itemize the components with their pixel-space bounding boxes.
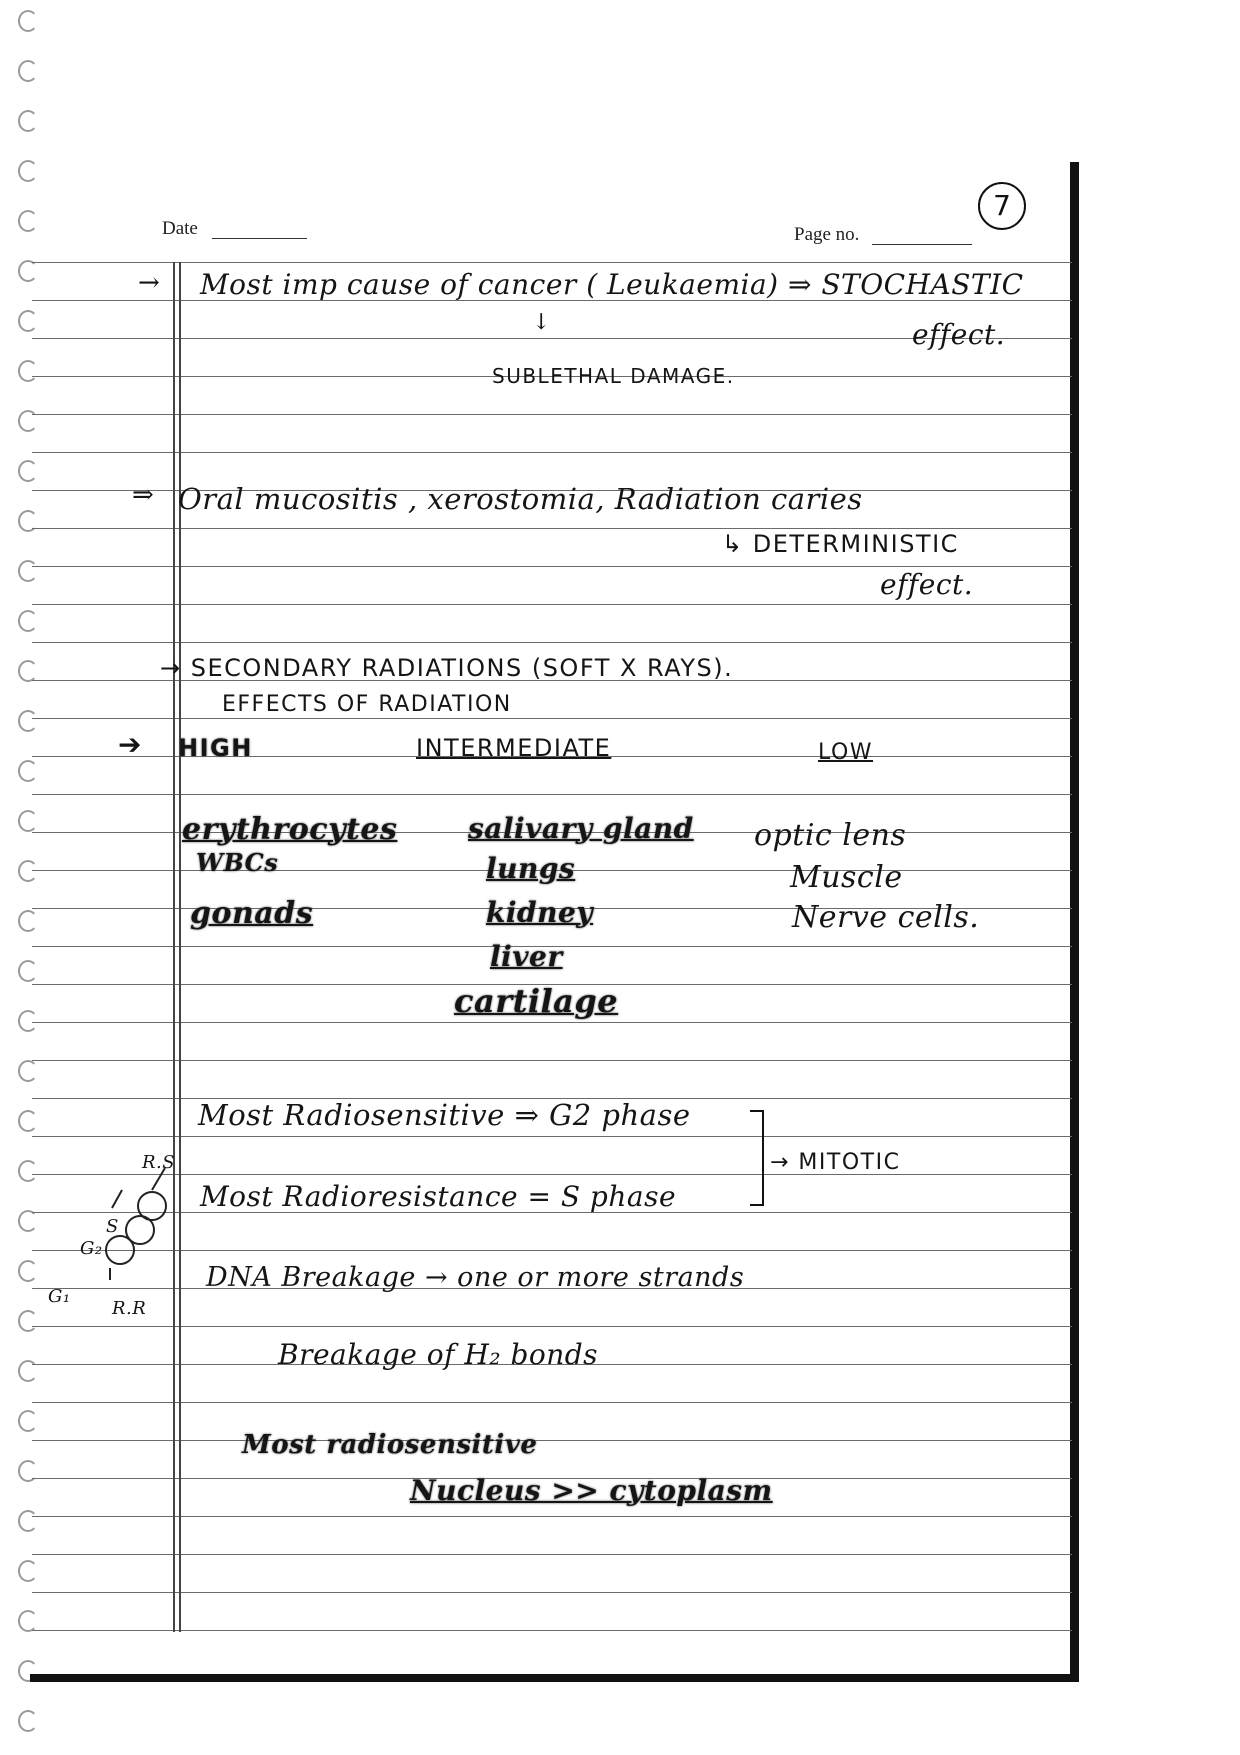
col-intermediate: INTERMEDIATE	[416, 734, 612, 762]
oral-effects: Oral mucositis , xerostomia, Radiation caries	[178, 482, 863, 516]
low-item: optic lens	[754, 818, 907, 853]
breakage-bonds: Breakage of H₂ bonds	[278, 1338, 599, 1371]
margin-line	[173, 262, 175, 1632]
date-label: Date	[162, 218, 198, 239]
mitotic: → MITOTIC	[770, 1150, 901, 1175]
sublethal-damage: SUBLETHAL DAMAGE.	[492, 364, 735, 388]
date-underline	[212, 238, 307, 239]
double-arrow-icon: ⇒	[132, 480, 155, 510]
sketch-label: S	[106, 1216, 119, 1237]
down-arrow: ↓	[532, 310, 551, 335]
high-item: erythrocytes	[182, 812, 398, 847]
radioresistant: Most Radioresistance = S phase	[200, 1180, 677, 1213]
page-no-underline	[872, 244, 972, 245]
deterministic: ↳ DETERMINISTIC	[722, 530, 959, 558]
arrow-icon: →	[138, 268, 161, 298]
intermediate-item: lungs	[486, 852, 576, 885]
radiosensitive: Most Radiosensitive ⇒ G2 phase	[198, 1098, 691, 1132]
binding-hole	[18, 60, 38, 82]
deterministic-effect: effect.	[880, 568, 974, 601]
margin-line	[179, 262, 181, 1632]
cancer-effect: effect.	[912, 318, 1006, 351]
nucleus-cytoplasm: Nucleus >> cytoplasm	[410, 1474, 773, 1507]
low-item: Muscle	[790, 860, 903, 895]
cancer-cause: Most imp cause of cancer ( Leukaemia) ⇒ STOCHASTIC	[200, 268, 1024, 301]
dna-breakage: DNA Breakage → one or more strands	[206, 1262, 745, 1293]
col-high: HIGH	[178, 734, 253, 762]
intermediate-item: kidney	[486, 896, 594, 929]
most-radiosensitive: Most radiosensitive	[242, 1430, 538, 1460]
low-item: Nerve cells.	[792, 900, 980, 935]
high-item: WBCs	[196, 848, 279, 877]
binding-hole	[18, 10, 38, 32]
page-no-label: Page no.	[794, 224, 860, 245]
sketch-label: R.R	[112, 1298, 147, 1319]
col-low: LOW	[818, 740, 874, 765]
bold-arrow-icon: ➔	[118, 728, 142, 761]
intermediate-item: liver	[490, 940, 563, 973]
sketch-label: G₁	[48, 1286, 71, 1307]
sketch-label: R.S	[142, 1152, 176, 1173]
page-number-circle: 7	[978, 182, 1026, 230]
intermediate-item: cartilage	[454, 982, 619, 1020]
bracket-icon	[750, 1110, 764, 1206]
binding-hole	[18, 1710, 38, 1732]
binding-hole	[18, 110, 38, 132]
high-item: gonads	[190, 896, 314, 931]
secondary-radiations: → SECONDARY RADIATIONS (SOFT X RAYS).	[160, 654, 734, 682]
sketch-label: G₂	[80, 1238, 103, 1259]
effects-heading: EFFECTS OF RADIATION	[222, 692, 512, 717]
intermediate-item: salivary gland	[468, 812, 694, 845]
